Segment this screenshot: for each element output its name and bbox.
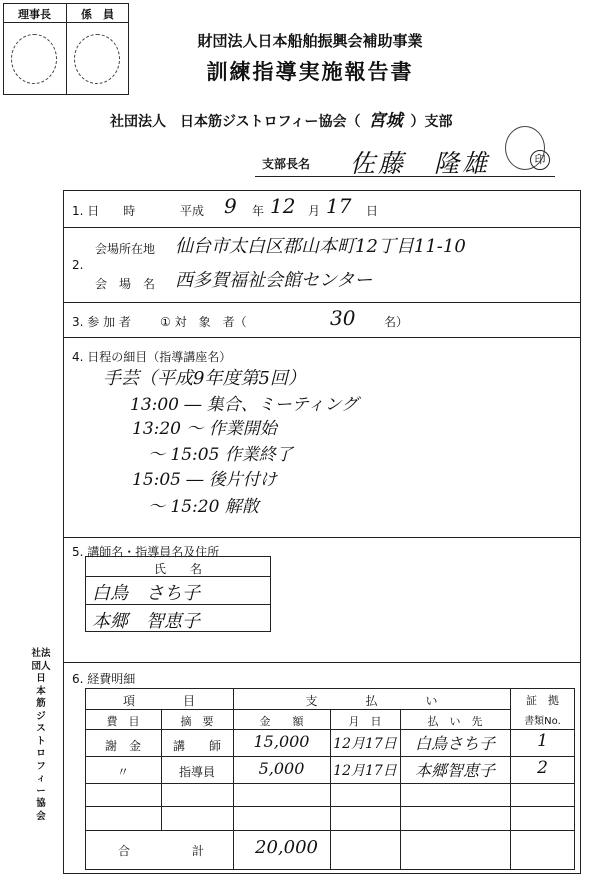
venue-section-number: 2.	[72, 258, 84, 272]
date-month-unit: 月	[308, 204, 321, 218]
expense-row-date: 12月17日	[333, 736, 397, 752]
side-char: ジ	[36, 710, 46, 722]
chief-label: 支部長名	[262, 157, 311, 171]
total-value: 20,000	[255, 837, 318, 858]
side-char: ト	[36, 735, 46, 747]
expense-row-no: 2	[537, 758, 548, 778]
schedule-line: 手芸（平成9年度第5回）	[103, 368, 306, 389]
expense-header-proof: 証 拠	[526, 694, 559, 707]
date-day-unit: 日	[366, 204, 379, 218]
schedule-line: 〜 15:20 解散	[148, 497, 259, 517]
schedule-line: 15:05 ― 後片付け	[132, 470, 277, 490]
side-char: 協	[36, 798, 46, 809]
side-char: 社法	[31, 648, 51, 659]
schedule-line: 13:20 〜 作業開始	[132, 419, 277, 439]
total-label-2: 計	[192, 844, 205, 858]
org-name: 財団法人日本船舶振興会補助事業	[197, 32, 423, 50]
schedule-label: 4. 日程の細目（指導講座名）	[72, 350, 232, 364]
participants-unit: 名）	[384, 315, 409, 329]
expense-row-expense: 〃	[116, 765, 129, 779]
expense-row-date: 12月17日	[333, 763, 397, 779]
side-char: ー	[36, 785, 46, 797]
row-divider-5	[63, 662, 581, 663]
date-year-unit: 年	[252, 204, 265, 218]
address-label: 会場所在地	[95, 242, 156, 256]
venue-label: 会 場 名	[95, 277, 156, 291]
side-char: 日	[36, 673, 46, 684]
expense-row-desc: 指導員	[178, 765, 215, 779]
instructors-label: 5. 講師名・指導員名及住所	[72, 545, 220, 559]
expense-row-expense: 謝 金	[104, 739, 141, 753]
date-year: 9	[224, 194, 237, 218]
col-amount: 金 額	[259, 715, 304, 728]
approval-stamp-chief	[11, 34, 57, 84]
row-divider-2	[63, 302, 581, 303]
participants-count: 30	[330, 306, 356, 330]
instructor-name-header: 氏 名	[153, 562, 202, 576]
expense-row-desc: 講 師	[172, 739, 221, 753]
expense-row-amount: 15,000	[253, 732, 310, 751]
col-payee: 払 い 先	[427, 715, 483, 728]
participants-sub-label: ① 対 象 者（	[160, 315, 247, 329]
schedule-line: 〜 15:05 作業終了	[148, 445, 293, 465]
schedule-line: 13:00 ― 集合、ミーティング	[130, 395, 359, 415]
chief-name: 佐藤 隆雄	[350, 149, 491, 178]
approval-stamp-staff	[74, 34, 120, 84]
chief-seal-text: 印	[530, 150, 550, 170]
approval-staff-label: 係 員	[81, 8, 114, 21]
branch-suffix: ）支部	[410, 114, 453, 130]
row-divider-4	[63, 537, 581, 538]
expense-row-amount: 5,000	[258, 759, 305, 778]
expense-row-no: 1	[537, 731, 548, 751]
participants-label: 3. 参 加 者	[72, 315, 131, 329]
col-date: 月 日	[348, 715, 382, 728]
date-era: 平成	[180, 204, 205, 218]
side-char: フ	[36, 760, 46, 772]
date-day: 17	[326, 194, 352, 218]
association-name	[110, 106, 452, 131]
instructor-name: 白鳥 さち子	[92, 583, 200, 604]
expense-header-payment: 支 払 い	[305, 694, 438, 708]
expense-row-payee: 白鳥さち子	[414, 734, 495, 753]
association-label: 社団法人 日本筋ジストロフィー協会（	[110, 114, 361, 130]
expense-table-line	[85, 709, 510, 710]
side-char: 団人	[31, 660, 51, 672]
side-organization-text	[28, 648, 54, 823]
chief-underline	[255, 176, 555, 177]
instructor-name: 本郷 智恵子	[92, 611, 200, 632]
col-expense: 費 目	[106, 715, 140, 728]
date-month: 12	[270, 194, 296, 218]
row-divider-3	[63, 337, 581, 338]
total-label-1: 合	[118, 844, 131, 858]
venue-value: 西多賀福祉会館センター	[175, 270, 373, 291]
side-char: 会	[36, 810, 46, 822]
side-char: ィ	[36, 773, 46, 784]
col-desc: 摘 要	[180, 715, 214, 728]
expense-header-item: 項 目	[122, 694, 195, 708]
page-title: 訓練指導実施報告書	[206, 60, 414, 84]
expenses-label: 6. 経費明細	[72, 672, 136, 686]
address-value: 仙台市太白区郡山本町12丁目11-10	[175, 236, 466, 257]
expense-header-proof-no: 書類No.	[524, 716, 561, 727]
side-char: ロ	[36, 748, 46, 759]
date-label: 1. 日 時	[72, 204, 136, 218]
side-char: ス	[36, 723, 46, 734]
row-divider-1	[63, 227, 581, 228]
approval-chief-label: 理事長	[18, 8, 51, 21]
branch-name: 宮城	[368, 111, 403, 131]
expense-row-payee: 本郷智恵子	[414, 761, 495, 780]
side-char: 本	[36, 685, 46, 697]
side-char: 筋	[36, 698, 46, 709]
